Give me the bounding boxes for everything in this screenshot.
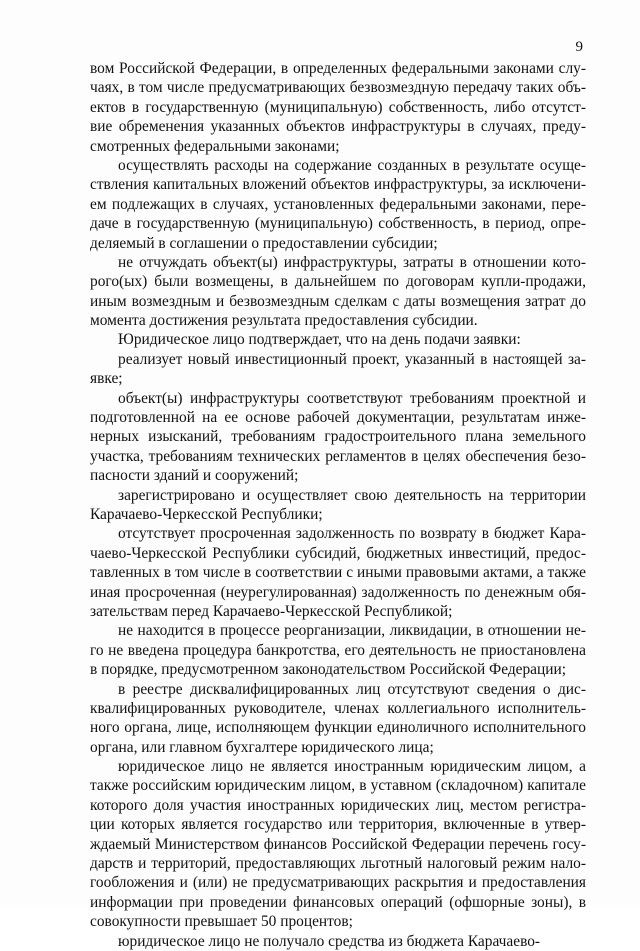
text-line: иная просроченная (неурегулированная) задолженность по денежным обя- (90, 583, 586, 601)
text-line: го не введена процедура банкротства, его деятельность не приостановлена (90, 641, 586, 659)
text-line: вие обременения указанных объектов инфраструктуры в случаях, преду- (90, 118, 586, 136)
paragraph (90, 524, 586, 621)
text-line: даче в государственную (муниципальную) собственность, в период, опре- (90, 215, 586, 233)
text-line: совокупности превышает 50 процентов; (90, 913, 353, 931)
text-line: объект(ы) инфраструктуры соответствуют требованиям проектной и (118, 389, 586, 407)
paragraph (90, 59, 586, 156)
text-line: Карачаево-Черкесской Республики; (90, 505, 323, 523)
text-line: ного органа, лице, исполняющем функции единоличного исполнительного (90, 719, 586, 737)
text-line: осуществлять расходы на содержание созданных в результате осуще- (118, 156, 586, 174)
text-line: смотренных федеральными законами; (90, 137, 340, 155)
text-line: участка, требованиям технических регламентов в целях обеспечения безо- (90, 447, 586, 465)
paragraph (90, 253, 586, 331)
text-line: информации при проведении финансовых операций (офшорные зоны), в (90, 893, 586, 911)
text-line: ствления капитальных вложений объектов инфраструктуры, за исключени- (90, 176, 586, 194)
text-line: явке; (90, 370, 123, 388)
text-line: квалифицированных руководителе, членах коллегиального исполнитель- (90, 699, 586, 717)
text-line: в реестре дисквалифицированных лиц отсутствуют сведения о дис- (118, 680, 586, 698)
text-line: чаях, в том числе предусматривающих безвозмездную передачу таких объ- (90, 79, 586, 97)
paragraph (90, 389, 586, 486)
paragraph (90, 621, 586, 679)
text-line: Юридическое лицо подтверждает, что на день подачи заявки: (118, 331, 521, 349)
text-line: не находится в процессе реорганизации, ликвидации, в отношении не- (118, 622, 586, 640)
text-line: деляемый в соглашении о предоставлении субсидии; (90, 234, 438, 252)
text-line: также российским юридическим лицом, в уставном (складочном) капитале (90, 777, 586, 795)
paragraph (90, 330, 586, 349)
text-line: тавленных в том числе в соответствии с иными правовыми актами, а также (90, 564, 586, 582)
text-line: ждаемый Министерством финансов Российской Федерации перечень госу- (90, 835, 586, 853)
paragraph (90, 350, 586, 389)
text-line: в порядке, предусмотренном законодательством Российской Федерации; (90, 661, 566, 679)
text-line: ектов в государственную (муниципальную) собственность, либо отсутст- (90, 98, 586, 116)
text-line: пасности зданий и сооружений; (90, 467, 299, 485)
text-line: не отчуждать объект(ы) инфраструктуры, затраты в отношении кото- (118, 253, 586, 271)
text-line: отсутствует просроченная задолженность по возврату в бюджет Кара- (118, 525, 586, 543)
document-body (90, 59, 586, 951)
paragraph (90, 486, 586, 525)
paragraph (90, 757, 586, 932)
text-line: зарегистрировано и осуществляет свою деятельность на территории (118, 486, 586, 504)
text-line: юридическое лицо не является иностранным юридическим лицом, а (118, 758, 586, 776)
text-line: органа, или главном бухгалтере юридического лица; (90, 738, 434, 756)
text-line: рого(ых) были возмещены, в дальнейшем по договорам купли-продажи, (90, 273, 586, 291)
text-line: нерных изысканий, требованиям градостроительного плана земельного (90, 428, 586, 446)
text-line: которого доля участия иностранных юридических лиц, местом регистра- (90, 796, 586, 814)
text-line: гообложения и (или) не предусматривающих раскрытия и предоставления (90, 874, 586, 892)
page-number: 9 (575, 39, 583, 55)
text-line: иным возмездным и безвозмездным сделкам с даты возмещения затрат до (90, 292, 586, 310)
text-line: зательствам перед Карачаево-Черкесской Республикой; (90, 602, 453, 620)
text-line: дарств и территорий, предоставляющих льготный налоговый режим нало- (90, 855, 586, 873)
paragraph (90, 156, 586, 253)
paragraph (90, 932, 586, 951)
text-line: момента достижения результата предоставления субсидии. (90, 312, 478, 330)
text-line: вом Российской Федерации, в определенных федеральными законами слу- (90, 60, 586, 77)
text-line: ем подлежащих в случаях, установленных федеральными законами, пере- (90, 195, 586, 213)
paragraph (90, 680, 586, 758)
text-line: юридическое лицо не получало средства из бюджета Карачаево- (118, 932, 541, 950)
text-line: ции которых является государство или территория, включенные в утвер- (90, 816, 586, 834)
text-line: реализует новый инвестиционный проект, указанный в настоящей за- (118, 350, 586, 368)
text-line: чаево-Черкесской Республики субсидий, бюджетных инвестиций, предос- (90, 544, 586, 562)
text-line: подготовленной на ее основе рабочей документации, результатам инже- (90, 409, 586, 427)
